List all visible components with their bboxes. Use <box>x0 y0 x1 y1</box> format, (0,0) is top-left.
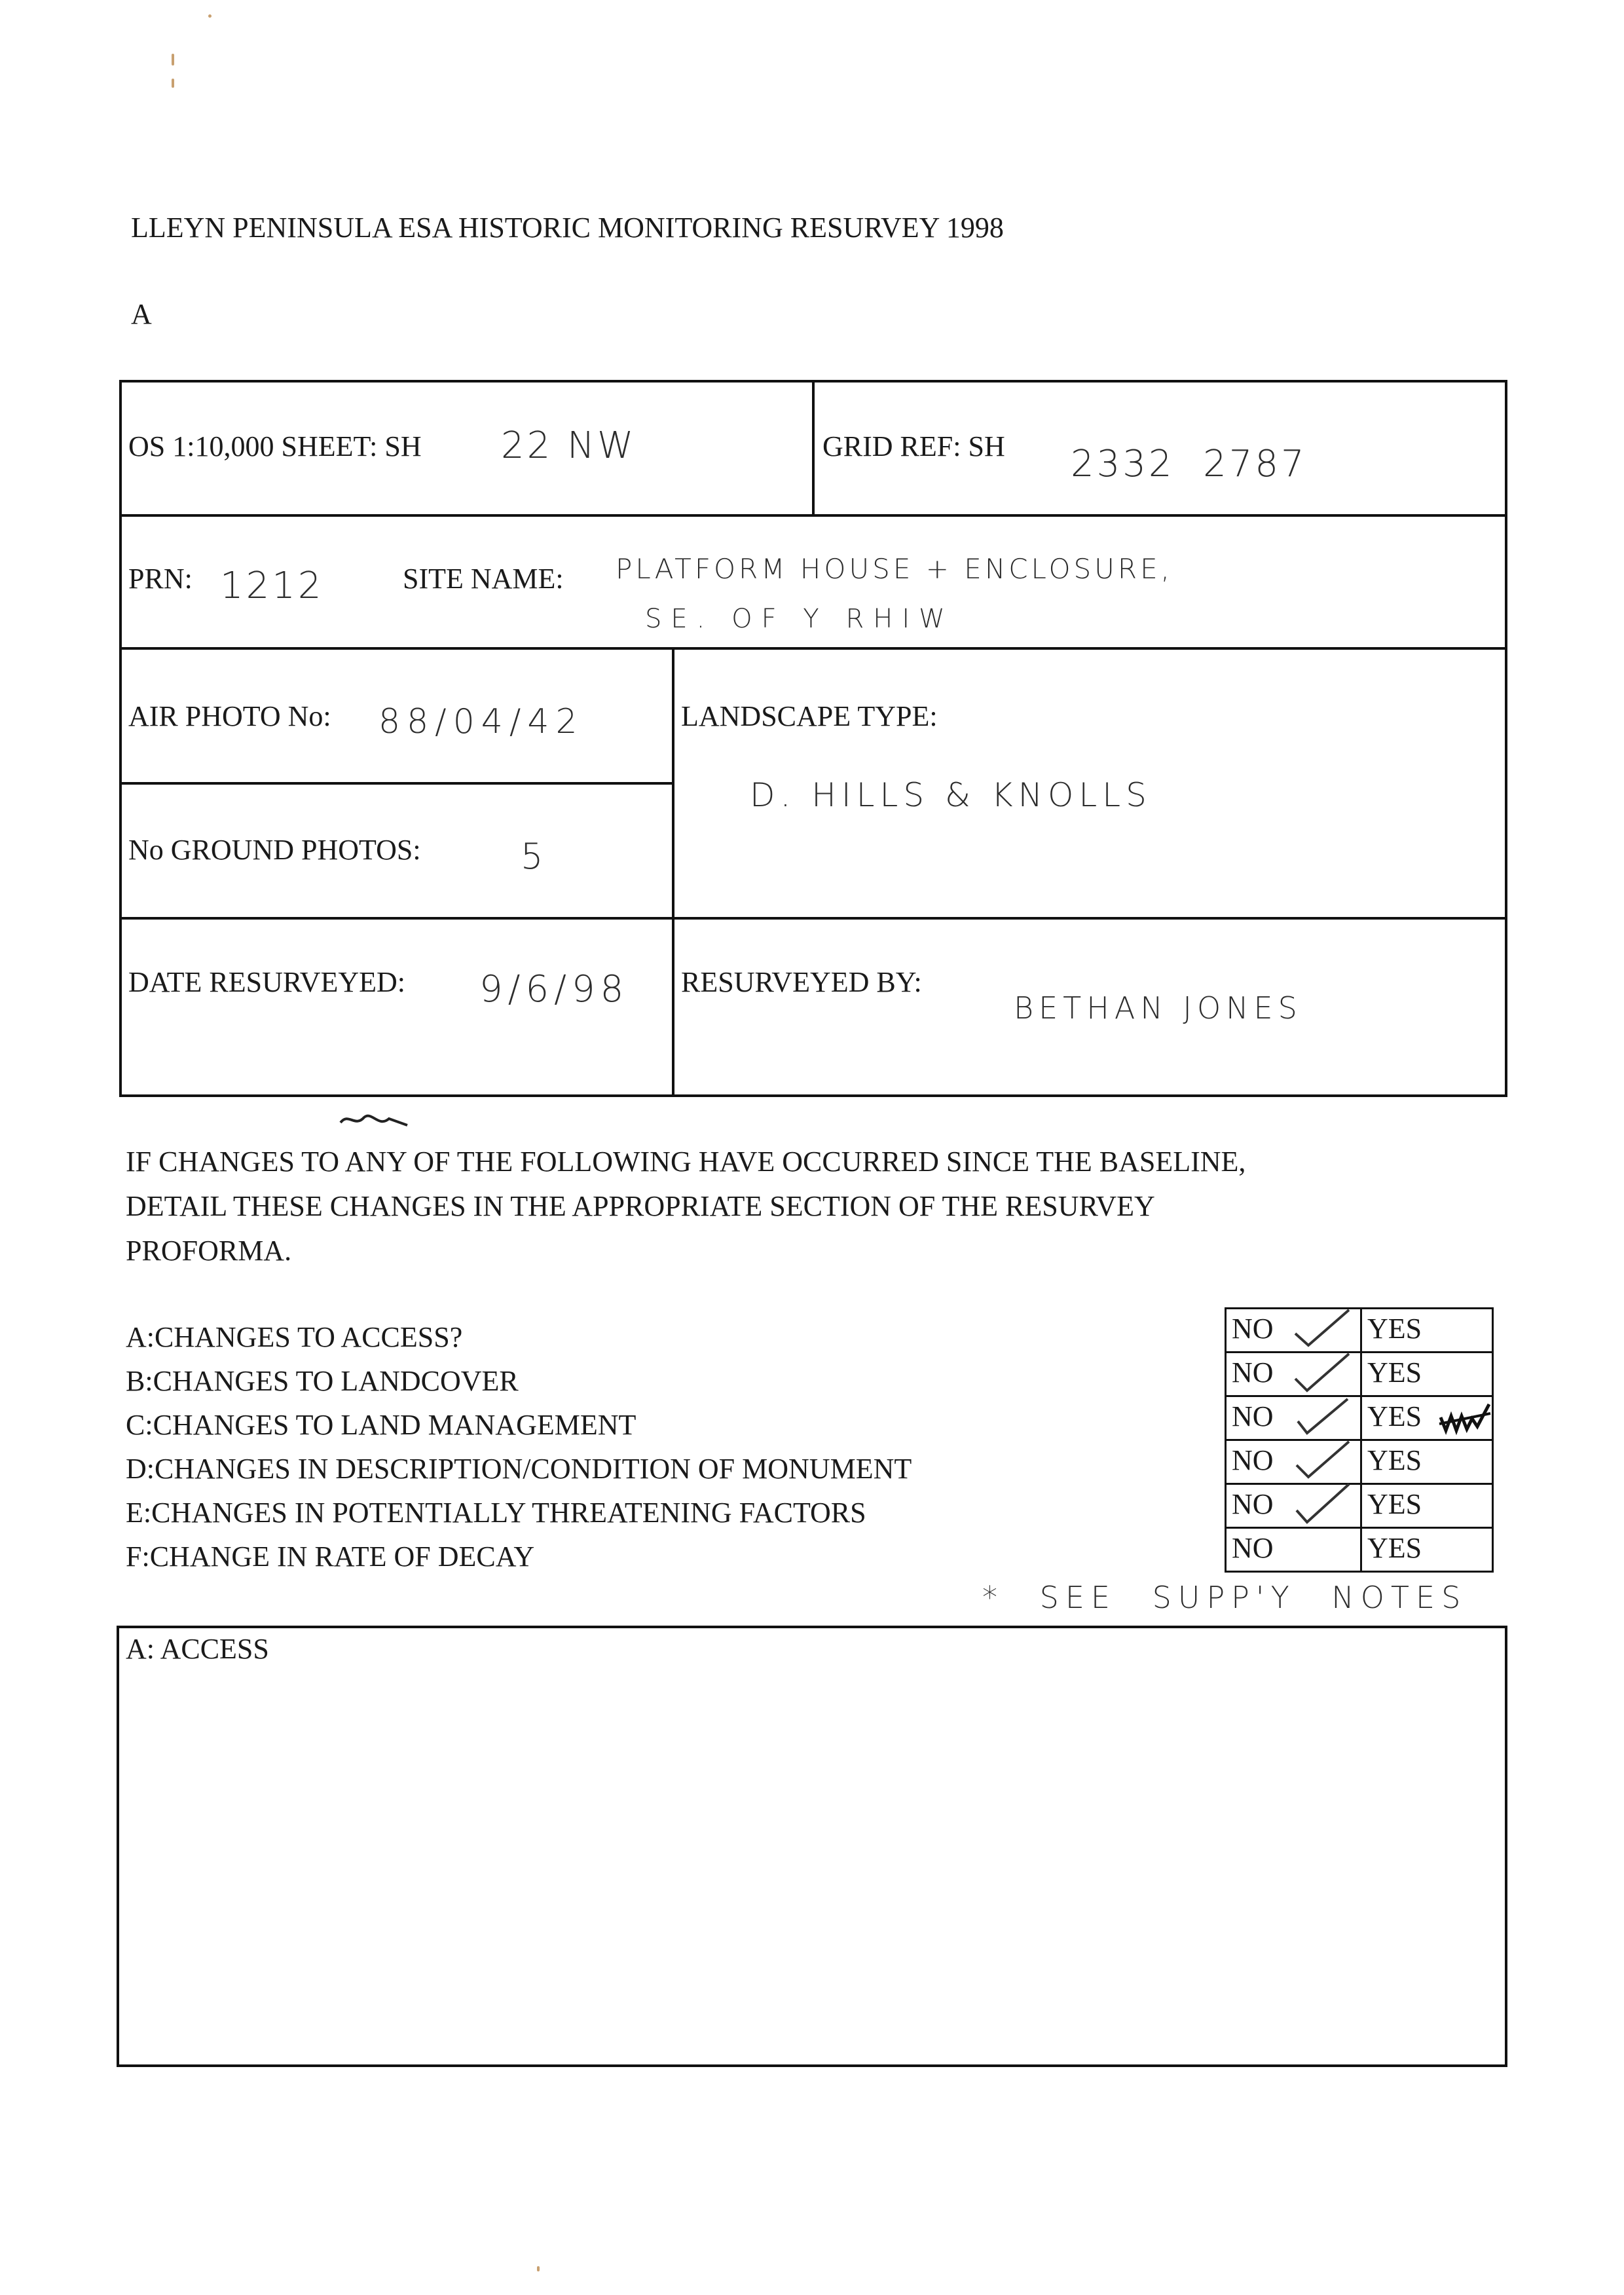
checklist-label-c: C:CHANGES TO LAND MANAGEMENT <box>126 1409 637 1441</box>
site-name-line1[interactable]: PLATFORM HOUSE + ENCLOSURE, <box>616 553 1173 585</box>
checkmark-icon <box>1289 1305 1354 1351</box>
row-divider <box>119 917 1507 920</box>
scan-speck <box>172 54 174 65</box>
checkmark-icon <box>1289 1392 1354 1438</box>
checklist-label-d: D:CHANGES IN DESCRIPTION/CONDITION OF MONUMENT <box>126 1453 912 1485</box>
row-divider <box>119 647 1507 650</box>
instructions-line3: PROFORMA. <box>126 1235 292 1267</box>
checkmark-icon <box>1289 1480 1354 1526</box>
yes-cell-b[interactable] <box>1360 1351 1494 1397</box>
checklist-label-e: E:CHANGES IN POTENTIALLY THREATENING FACTORS <box>126 1497 866 1529</box>
prn-value[interactable]: 1212 <box>220 565 324 607</box>
form-letter: A <box>131 298 152 330</box>
scribble-mark <box>335 1108 414 1134</box>
grid-ref-label: GRID REF: SH <box>822 430 1005 462</box>
yes-label: YES <box>1367 1444 1422 1476</box>
site-name-label: SITE NAME: <box>403 563 564 595</box>
ground-photos-value[interactable]: 5 <box>521 836 546 877</box>
access-section-label: A: ACCESS <box>126 1633 269 1665</box>
ground-photos-label: No GROUND PHOTOS: <box>128 834 421 866</box>
no-label: NO <box>1232 1532 1274 1564</box>
no-cell-f[interactable] <box>1225 1527 1362 1573</box>
checkmark-icon <box>1289 1349 1354 1394</box>
no-label: NO <box>1232 1488 1274 1520</box>
instructions-line2: DETAIL THESE CHANGES IN THE APPROPRIATE SECTION OF THE RESURVEY <box>126 1190 1155 1222</box>
os-sheet-value[interactable]: 22 NW <box>501 424 637 467</box>
yes-label: YES <box>1367 1488 1422 1520</box>
yes-cell-e[interactable] <box>1360 1483 1494 1529</box>
site-name-line2[interactable]: SE. OF Y RHIW <box>645 604 954 634</box>
date-resurveyed-label: DATE RESURVEYED: <box>128 966 406 998</box>
no-label: NO <box>1232 1356 1274 1389</box>
scan-speck <box>208 14 212 18</box>
landscape-type-label: LANDSCAPE TYPE: <box>681 700 938 732</box>
yes-label: YES <box>1367 1313 1422 1345</box>
scan-speck <box>172 79 174 88</box>
instructions-line1: IF CHANGES TO ANY OF THE FOLLOWING HAVE OCCURRED SINCE THE BASELINE, <box>126 1146 1246 1178</box>
air-photo-value[interactable]: 88/04/42 <box>378 702 584 741</box>
no-label: NO <box>1232 1444 1274 1476</box>
no-label: NO <box>1232 1313 1274 1345</box>
checklist-label-a: A:CHANGES TO ACCESS? <box>126 1321 463 1353</box>
scan-speck <box>537 2266 540 2271</box>
landscape-type-value[interactable]: D. HILLS & KNOLLS <box>750 776 1152 814</box>
access-section[interactable] <box>117 1626 1507 2067</box>
air-photo-label: AIR PHOTO No: <box>128 700 331 732</box>
supplementary-note[interactable]: * SEE SUPP'Y NOTES <box>982 1580 1467 1615</box>
yes-label: YES <box>1367 1356 1422 1389</box>
checklist-label-b: B:CHANGES TO LANDCOVER <box>126 1365 519 1397</box>
row-divider <box>119 782 673 785</box>
resurveyed-by-label: RESURVEYED BY: <box>681 966 922 998</box>
scribble-mark-icon <box>1438 1400 1492 1437</box>
resurveyed-by-value[interactable]: BETHAN JONES <box>1014 990 1302 1026</box>
checklist-label-f: F:CHANGE IN RATE OF DECAY <box>126 1540 535 1573</box>
yes-label: YES <box>1367 1532 1422 1564</box>
col-divider <box>812 380 815 515</box>
form-title: LLEYN PENINSULA ESA HISTORIC MONITORING RESURVEY 1998 <box>131 212 1004 244</box>
col-divider <box>672 647 674 1097</box>
os-sheet-label: OS 1:10,000 SHEET: SH <box>128 430 422 462</box>
no-label: NO <box>1232 1400 1274 1432</box>
prn-label: PRN: <box>128 563 193 595</box>
date-resurveyed-value[interactable]: 9/6/98 <box>479 968 629 1011</box>
yes-cell-d[interactable] <box>1360 1439 1494 1485</box>
yes-label: YES <box>1367 1400 1422 1432</box>
yes-cell-a[interactable] <box>1360 1307 1494 1353</box>
checkmark-icon <box>1289 1436 1354 1482</box>
yes-cell-f[interactable] <box>1360 1527 1494 1573</box>
grid-ref-value[interactable]: 2332 2787 <box>1071 443 1307 485</box>
